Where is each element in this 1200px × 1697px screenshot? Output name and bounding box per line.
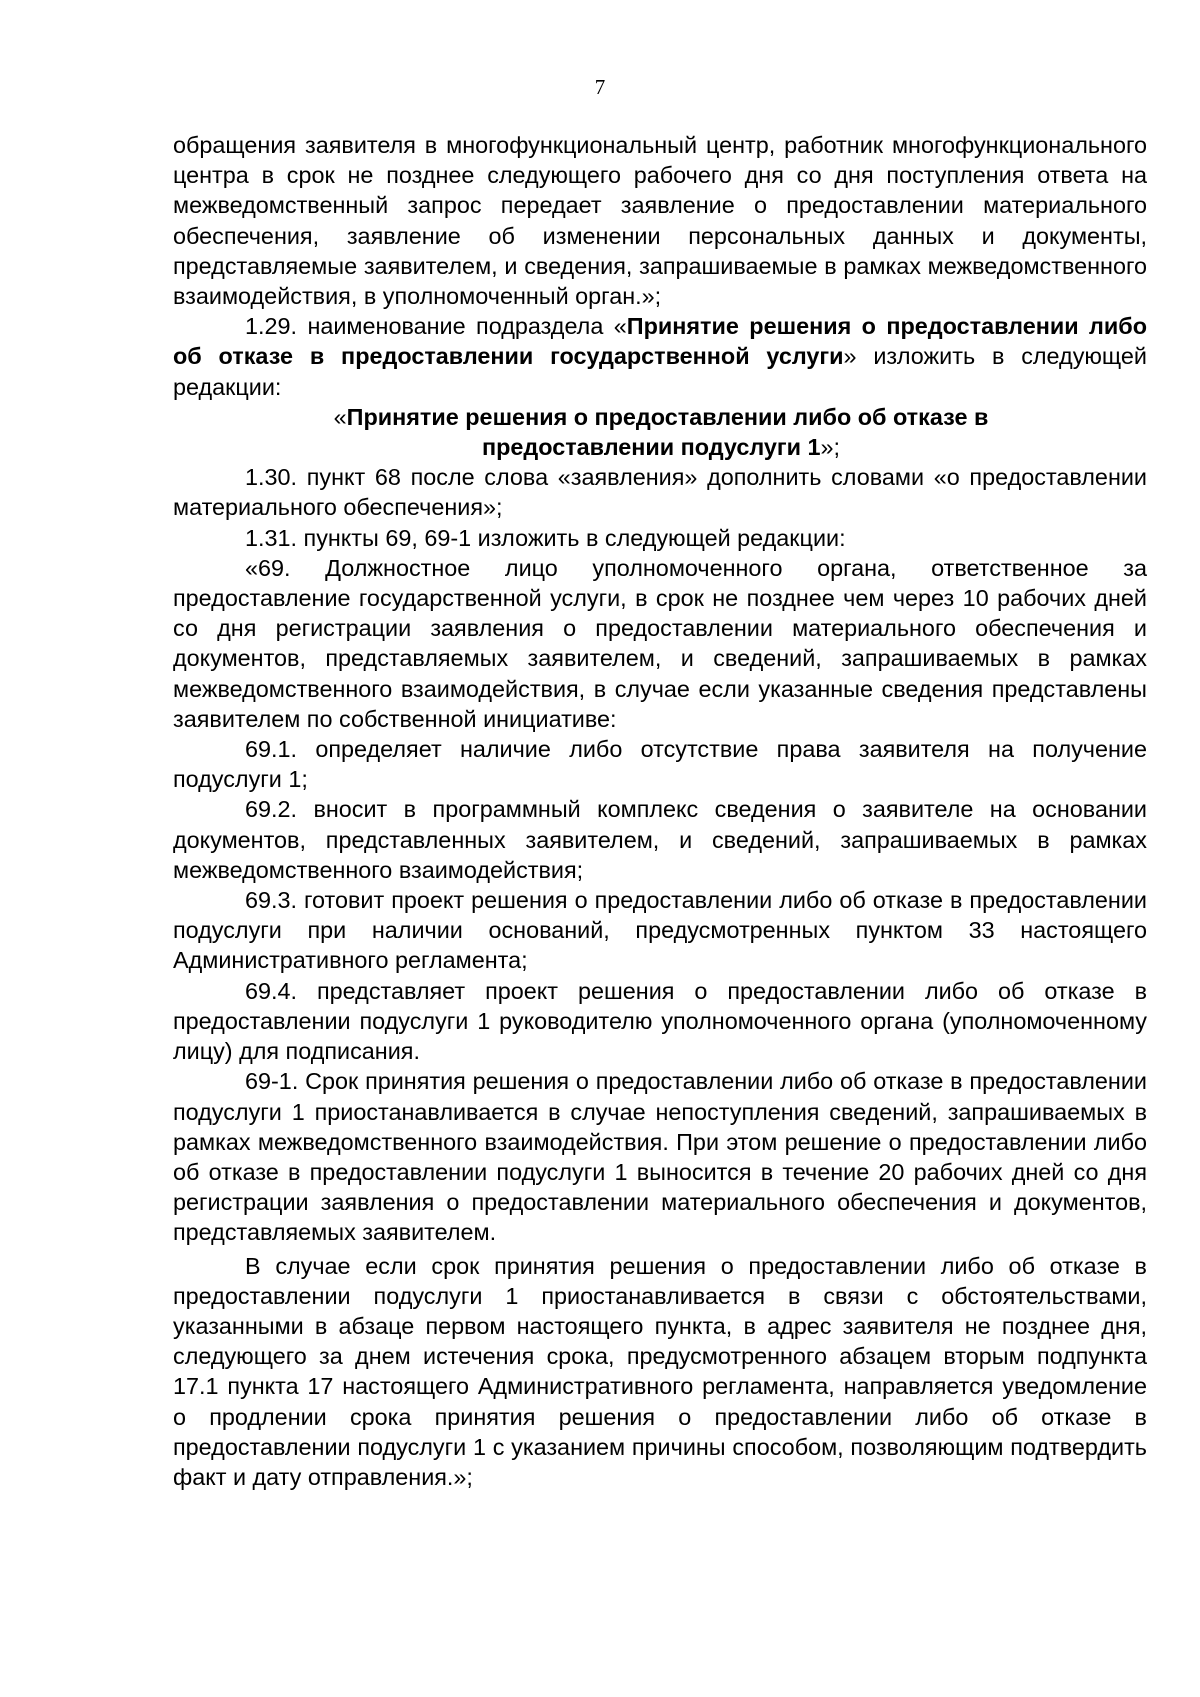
paragraph-69-dash-1: 69-1. Срок принятия решения о предоставлении либо об отказе в предоставлении подуслуги 1 приостанавливается в случае непоступления сведений, запрашиваемых в рамках межведомственного взаимодействия. При этом решение о предоставлении либо об отказе в предоставлении подуслуги 1 выносится в течение 20 рабочих дней со дня регистрации заявления о предоставлении материального обеспечения и документов, представляемых заявителем. — [173, 1068, 1147, 1246]
paragraph-69-3: 69.3. готовит проект решения о предоставлении либо об отказе в предоставлении подуслуги при наличии оснований, предусмотренных пунктом 33 настоящего Административного регламента; — [173, 887, 1147, 974]
paragraph-69-4: 69.4. представляет проект решения о предоставлении либо об отказе в предоставлении подуслуги 1 руководителю уполномоченного органа (уполномоченному лицу) для подписания. — [173, 977, 1147, 1065]
paragraph-1-29-start: 1.29. наименование подраздела « — [245, 313, 627, 340]
page-number: 7 — [594, 75, 606, 99]
subsection-title-old: Принятие решения о предоставлении либо об отказе в предоставлении государственной услуги — [173, 313, 1147, 370]
paragraph-69: «69. Должностное лицо уполномоченного органа, ответственное за предоставление государственной услуги, в срок не позднее чем через 10 рабочих дней со дня регистрации заявления о предоставлении материального обеспечения и документов, представляемых заявителем, и сведений, запрашиваемых в рамках межведомственного взаимодействия, в случае если указанные сведения представлены заявителем по собственной инициативе: — [173, 554, 1147, 732]
paragraph-1-29-end: » изложить в следующей редакции: — [173, 343, 1147, 400]
paragraph-1-30: 1.30. пункт 68 после слова «заявления» дополнить словами «о предоставлении материального обеспечения»; — [173, 464, 1147, 521]
paragraph-69-1: 69.1. определяет наличие либо отсутствие права заявителя на получение подуслуги 1; — [173, 736, 1147, 793]
quote-open: « — [333, 403, 347, 430]
paragraph-suspension-case: В случае если срок принятия решения о предоставлении либо об отказе в предоставлении подуслуги 1 приостанавливается в связи с обстоятельствами, указанными в абзаце первом настоящего пункта, в адрес заявителя не позднее дня, следующего за днем истечения срока, предусмотренного абзацем вторым подпункта 17.1 пункта 17 настоящего Административного регламента, направляется уведомление о продлении срока принятия решения о предоставлении либо об отказе в предоставлении подуслуги 1 с указанием причины способом, позволяющим подтвердить факт и дату отправления.»; — [173, 1252, 1147, 1490]
quote-close: »; — [820, 434, 841, 461]
paragraph-continuation: обращения заявителя в многофункциональный центр, работник многофункционального центра в срок не позднее следующего рабочего дня со дня поступления ответа на межведомственный запрос передает заявление о предоставлении материального обеспечения, заявление об изменении персональных данных и документы, представляемые заявителем, и сведения, запрашиваемые в рамках межведомственного взаимодействия, в уполномоченный орган.»; — [173, 132, 1147, 310]
paragraph-69-2: 69.2. вносит в программный комплекс сведения о заявителе на основании документов, представленных заявителем, и сведений, запрашиваемых в рамках межведомственного взаимодействия; — [173, 796, 1147, 883]
subsection-title-new-text: Принятие решения о предоставлении либо об отказе в предоставлении подуслуги 1 — [346, 403, 989, 461]
paragraph-1-31: 1.31. пункты 69, 69-1 изложить в следующей редакции: — [245, 524, 846, 551]
subsection-title-new — [173, 402, 1147, 462]
document-body — [173, 130, 1147, 1492]
paragraph-1-29 — [173, 311, 1147, 402]
